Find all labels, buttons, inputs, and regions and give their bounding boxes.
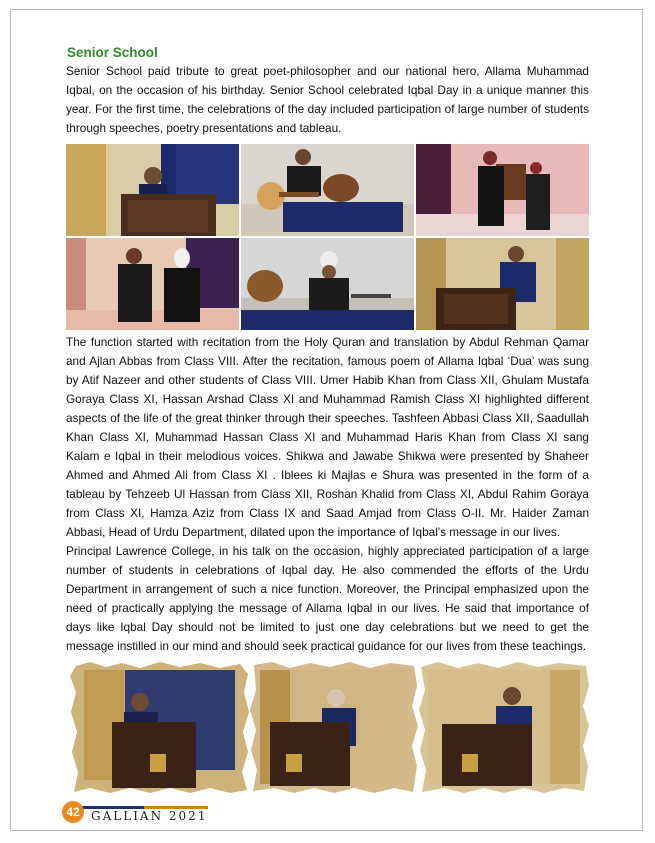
intro-paragraph: Senior School paid tribute to great poet-philosopher and our national hero, Allama Muhammad Iqbal, on the occasion of his birthday. Senior School celebrated Iqbal Day in a unique manner this year. For the first time, the celebrations of the day included participation of large number of students through speeches, poetry presentations and tableau.	[66, 64, 589, 135]
function-paragraph: The function started with recitation from the Holy Quran and translation by Abdul Rehman Qamar and Ajlan Abbas from Class VIII. After the recitation, famous poem of Allama Iqbal ‘Dua’ was sung by Atif Nazeer and other students of Class VIII. Umer Habib Khan from Class XII, Ghulam Mustafa Goraya Class XI, Hassan Arshad Class XI and Muhammad Ramish Class XI highlighted different aspects of the life of the great thinker through their speeches. Tashfeen Abbasi Class XII, Saadullah Khan Class XI, Muhammad Hassan Class XI and Muhammad Haris Khan from Class XI sang Kalam e Iqbal in their melodious voices. Shikwa and Jawabe Shikwa were presented by Shaheer Ahmed and Ahmed Ali from Class XI . Iblees ki Majlas e Shura was presented in the form of a tableau by Tehzeeb Ul Hassan from Class XII, Roshan Khalid from Class XI, Abdul Rahim Goraya from Class XI, Hamza Aziz from Class IX and Saad Amjad from Class O-II. Mr. Haider Zaman Abbasi, Head of Urdu Department, dilated upon the importance of Iqbal's message in our lives.	[66, 335, 589, 539]
photo-guitar-performance	[241, 144, 414, 236]
photo-stage-tableau	[416, 144, 589, 236]
page-number-badge: 42	[62, 801, 84, 823]
section-heading: Senior School	[67, 45, 158, 60]
photo-principal-podium	[250, 662, 418, 794]
principal-paragraph: Principal Lawrence College, in his talk on the occasion, highly appreciated participation of a large number of students in celebrations of Iqbal day. He also commended the efforts of the Urdu Department in arrangement of such a nice function. Moreover, the Principal emphasized upon the need of practically applying the message of Allama Iqbal in our lives. He said that importance of days like Iqbal Day should not be limited to just one day celebrations but we need to get the message instilled in our mind and should seek practical guidance for our lives from these teachings.	[66, 544, 589, 653]
photo-speech-podium	[66, 144, 239, 236]
photo-teacher-podium	[70, 662, 250, 794]
photo-elder-reading	[241, 238, 414, 330]
photo-student-podium	[416, 238, 589, 330]
photo-masked-performers	[66, 238, 239, 330]
photo-student-speaker	[418, 662, 590, 794]
magazine-title: GALLIAN 2021	[91, 809, 208, 823]
